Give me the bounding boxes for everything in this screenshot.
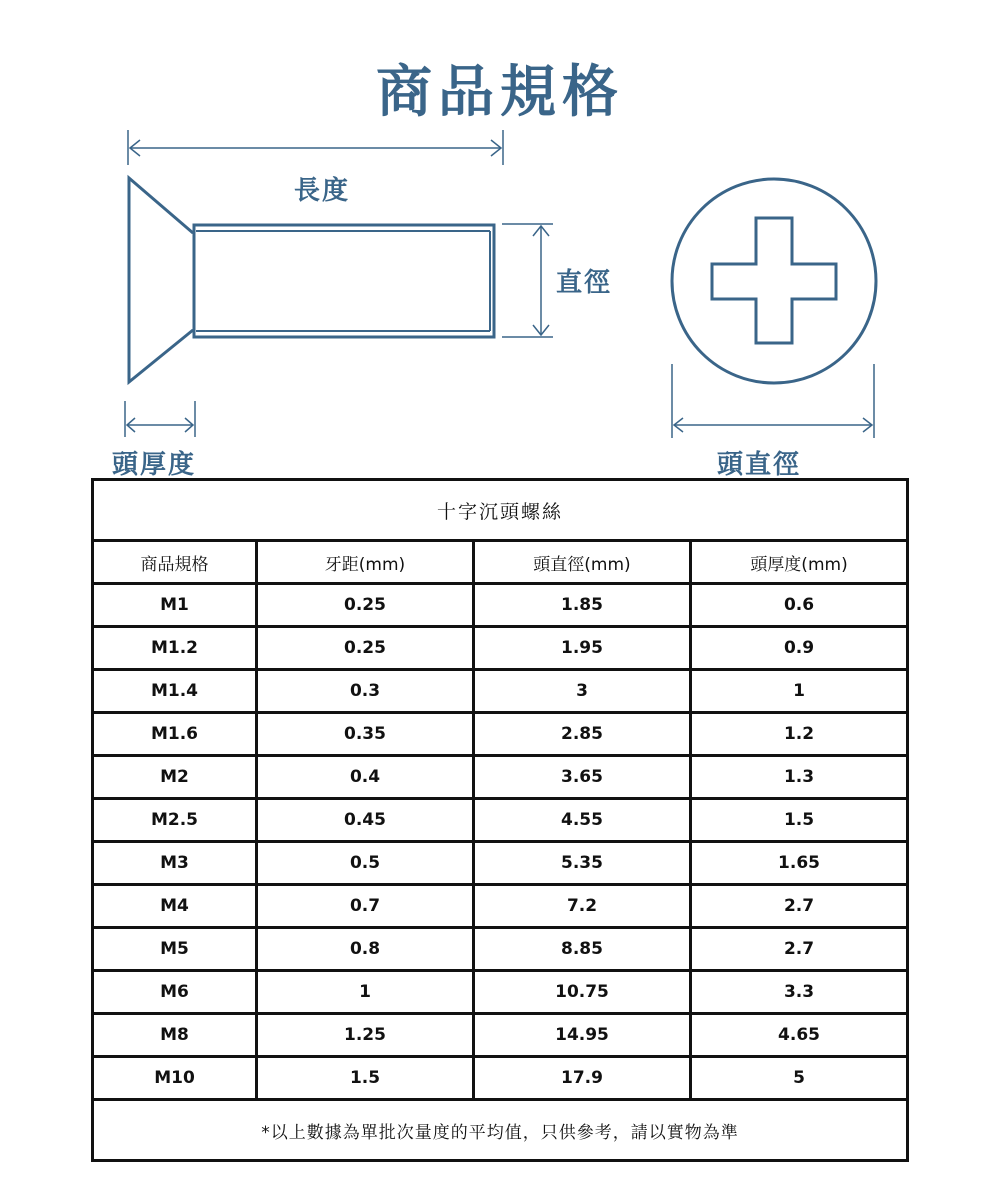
cell-pitch: 1.5 [257,1057,474,1100]
cell-head-thickness: 1.3 [691,756,908,799]
table-row [93,627,908,670]
cell-head-thickness: 3.3 [691,971,908,1014]
table-row [93,584,908,627]
cell-spec: M1 [93,584,257,627]
cell-head-thickness: 1 [691,670,908,713]
cell-pitch: 0.3 [257,670,474,713]
cell-spec: M10 [93,1057,257,1100]
cell-spec: M1.6 [93,713,257,756]
cell-pitch: 0.35 [257,713,474,756]
cell-head-diameter: 10.75 [474,971,691,1014]
cell-head-diameter: 7.2 [474,885,691,928]
cell-spec: M1.2 [93,627,257,670]
cell-head-thickness: 0.9 [691,627,908,670]
column-header-pitch: 牙距(mm) [257,541,474,584]
cell-pitch: 0.8 [257,928,474,971]
table-row [93,842,908,885]
cell-head-diameter: 14.95 [474,1014,691,1057]
cell-spec: M3 [93,842,257,885]
cell-head-thickness: 5 [691,1057,908,1100]
diameter-label: 直徑 [556,268,613,298]
table-row [93,670,908,713]
cell-pitch: 1.25 [257,1014,474,1057]
column-header-head-thickness: 頭厚度(mm) [691,541,908,584]
table-row [93,756,908,799]
cell-head-diameter: 17.9 [474,1057,691,1100]
cell-head-thickness: 0.6 [691,584,908,627]
table-row [93,799,908,842]
cell-head-diameter: 2.85 [474,713,691,756]
table-row [93,971,908,1014]
cell-spec: M1.4 [93,670,257,713]
cell-head-thickness: 1.65 [691,842,908,885]
cell-head-diameter: 4.55 [474,799,691,842]
cell-spec: M6 [93,971,257,1014]
cell-spec: M4 [93,885,257,928]
head-diameter-label: 頭直徑 [717,450,802,480]
cell-pitch: 0.4 [257,756,474,799]
cell-spec: M8 [93,1014,257,1057]
table-row [93,713,908,756]
length-label: 長度 [294,176,351,206]
cell-spec: M2 [93,756,257,799]
cell-head-diameter: 3 [474,670,691,713]
table-row [93,928,908,971]
cell-spec: M2.5 [93,799,257,842]
cell-head-thickness: 2.7 [691,928,908,971]
cell-head-thickness: 1.5 [691,799,908,842]
cell-head-diameter: 5.35 [474,842,691,885]
cell-pitch: 1 [257,971,474,1014]
cell-head-diameter: 8.85 [474,928,691,971]
cell-spec: M5 [93,928,257,971]
column-header-spec: 商品規格 [93,541,257,584]
table-row [93,885,908,928]
table-caption: 十字沉頭螺絲 [93,480,908,541]
screw-diagram [0,0,1000,480]
spec-table [91,478,909,1162]
cell-head-thickness: 1.2 [691,713,908,756]
cell-pitch: 0.25 [257,627,474,670]
table-row [93,1014,908,1057]
cell-pitch: 0.45 [257,799,474,842]
table-footnote: *以上數據為單批次量度的平均值，只供參考，請以實物為準 [93,1100,908,1161]
head-thickness-label: 頭厚度 [112,450,197,480]
table-row [93,1057,908,1100]
cell-pitch: 0.5 [257,842,474,885]
cell-pitch: 0.25 [257,584,474,627]
column-header-head-diameter: 頭直徑(mm) [474,541,691,584]
cell-head-thickness: 4.65 [691,1014,908,1057]
cell-head-diameter: 1.85 [474,584,691,627]
cell-head-diameter: 1.95 [474,627,691,670]
table-header-row [93,541,908,584]
cell-pitch: 0.7 [257,885,474,928]
page-title: 商品規格 [376,60,624,125]
cell-head-diameter: 3.65 [474,756,691,799]
cell-head-thickness: 2.7 [691,885,908,928]
